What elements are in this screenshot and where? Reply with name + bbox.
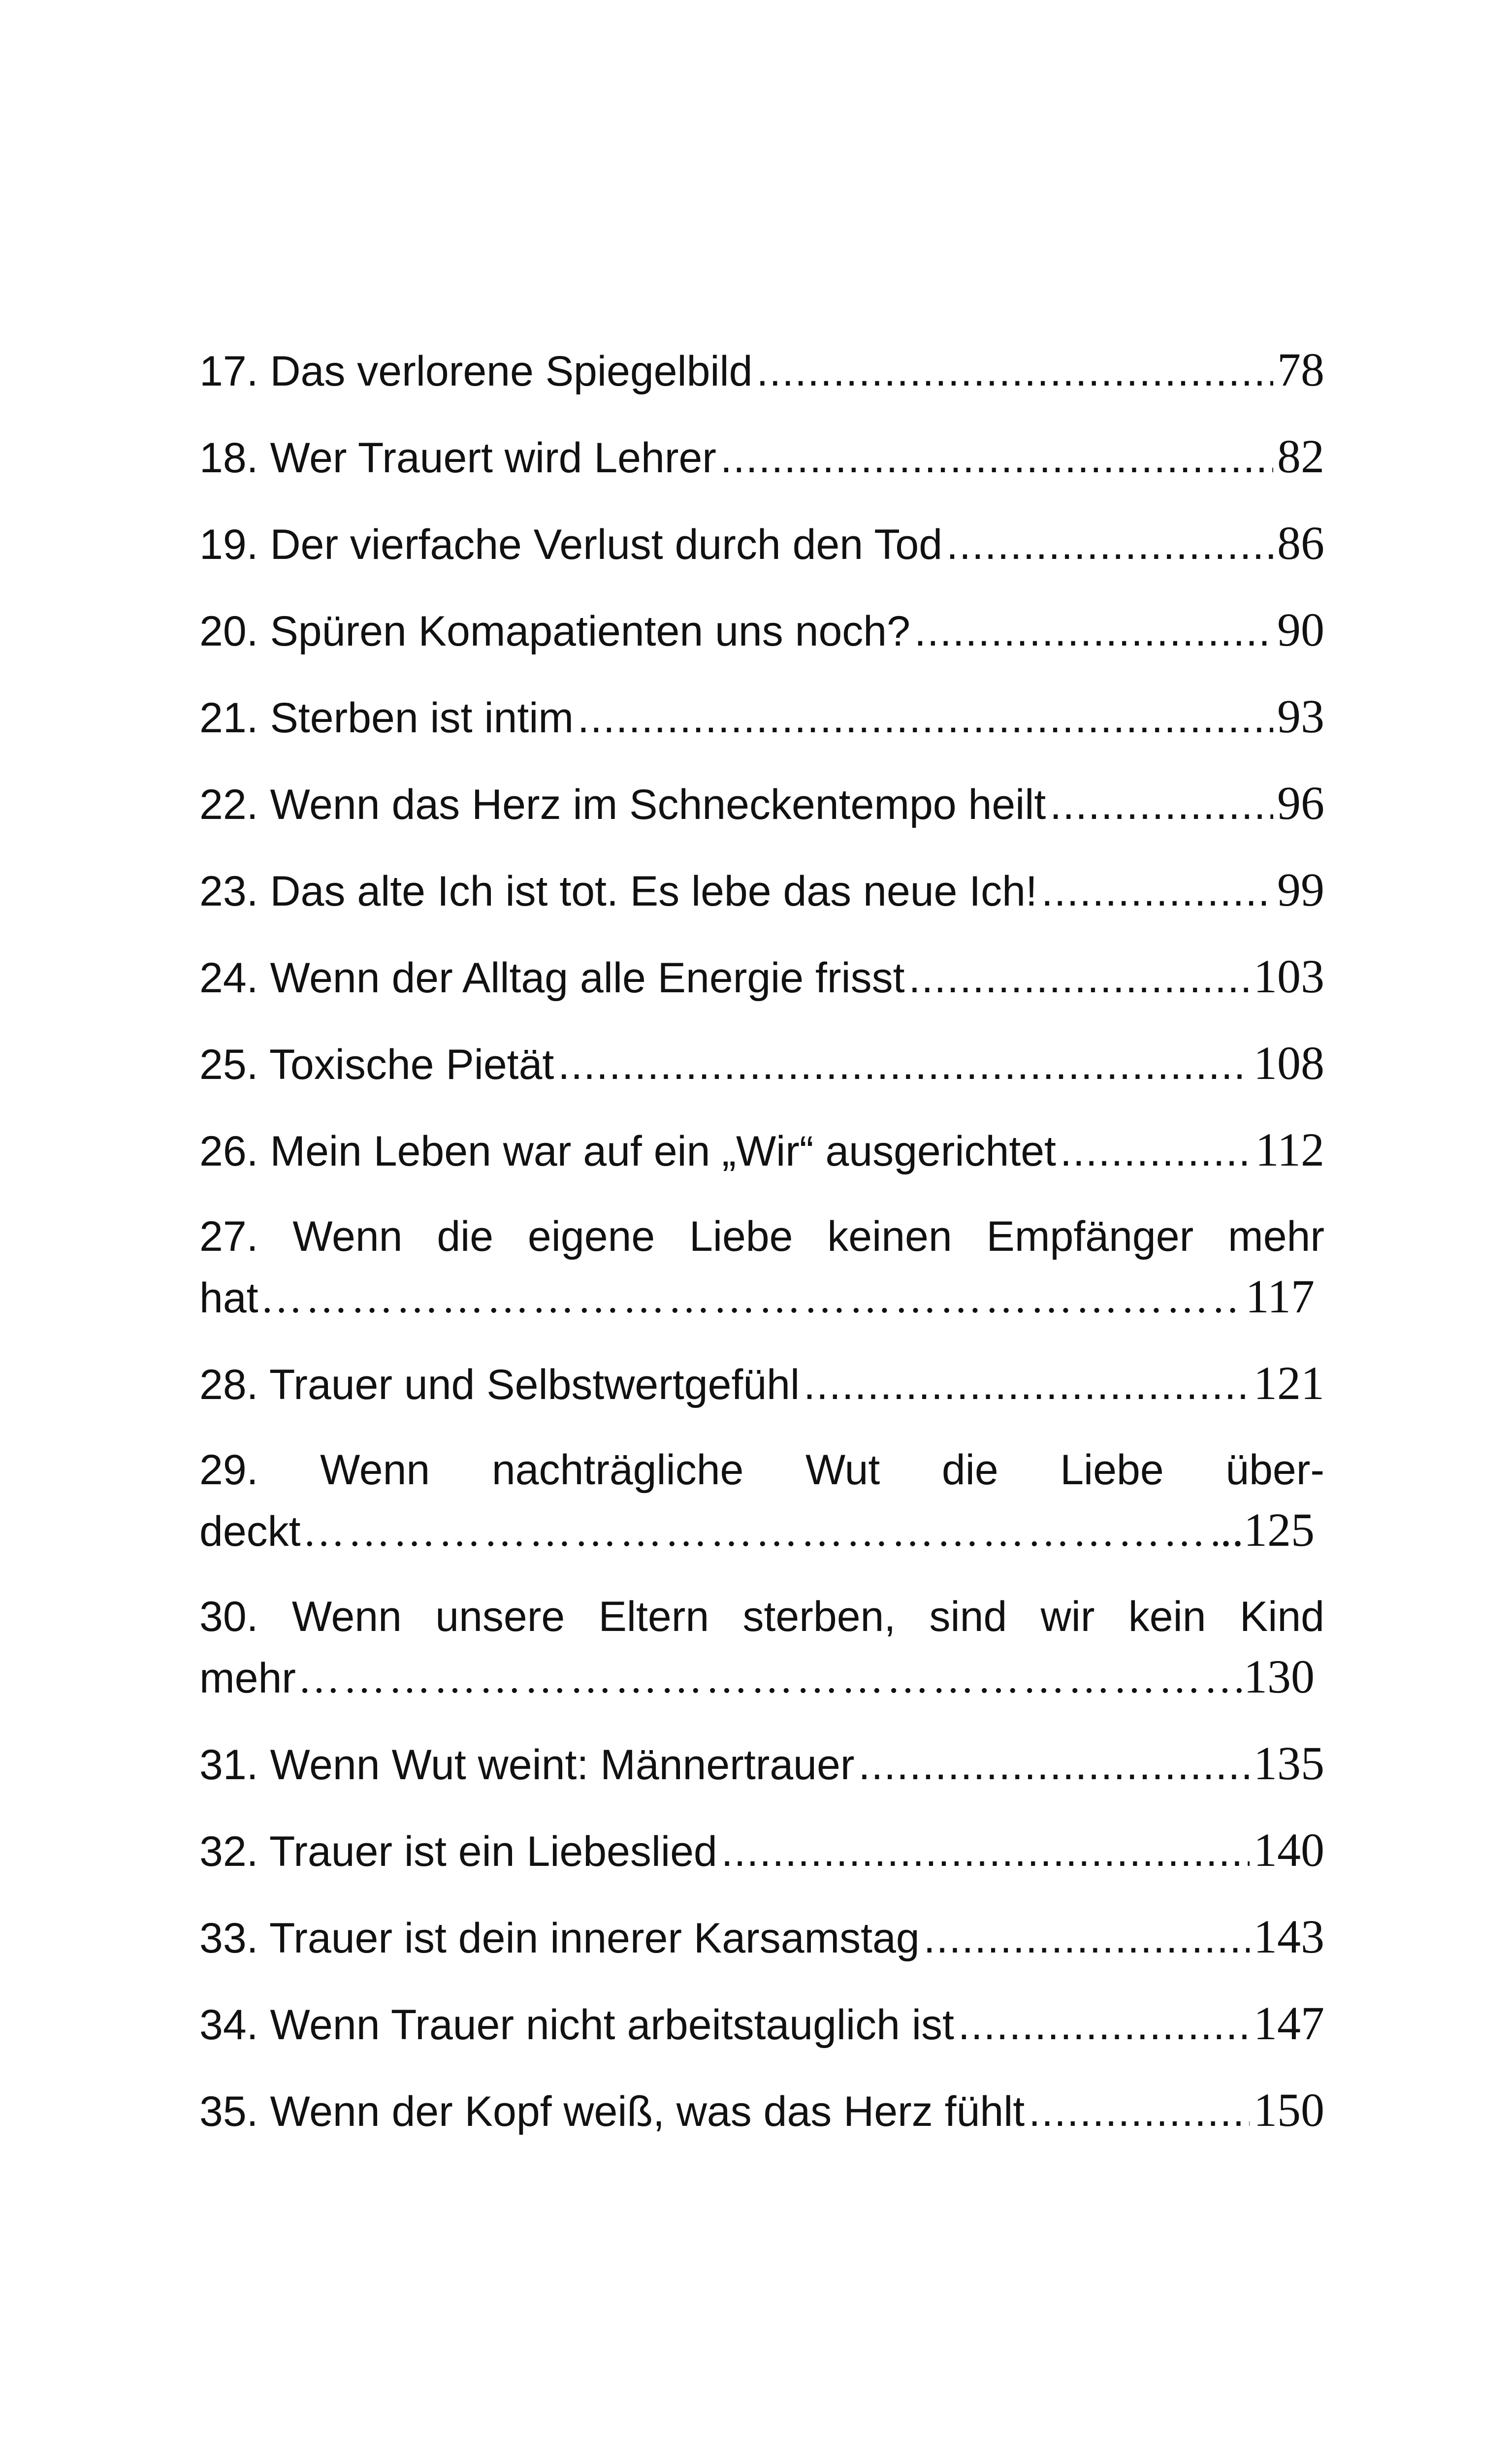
toc-entry-title: 31. Wenn Wut weint: Männertrauer: [199, 1741, 855, 1789]
toc-entry: [199, 860, 1324, 946]
toc-entry-title: 24. Wenn der Alltag alle Energie frisst: [199, 954, 905, 1002]
dot-leader: [756, 341, 1273, 401]
toc-entry-title: 34. Wenn Trauer nicht arbeitstauglich ist: [199, 2001, 954, 2049]
toc-entry-page: 78: [1277, 343, 1324, 396]
toc-entry-title: 19. Der vierfache Verlust durch den Tod: [199, 521, 943, 568]
toc-entry-title: 22. Wenn das Herz im Schneckentempo heilt: [199, 781, 1046, 828]
toc-entry: [199, 1733, 1324, 1820]
dot-leader: [924, 1908, 1250, 1968]
toc-entry-title-line1: 29. Wenn nachträgliche Wut die Liebe über-: [199, 1446, 1324, 1494]
dot-leader: [1029, 2082, 1250, 2142]
toc-entry-page: 117: [1245, 1270, 1315, 1323]
toc-entry-title-line2: hat: [199, 1274, 258, 1322]
toc-entry-title: 25. Toxische Pietät: [199, 1041, 554, 1088]
toc-entry-page: 82: [1277, 430, 1324, 483]
toc-entry-page: 130: [1244, 1650, 1315, 1703]
dot-leader: [914, 601, 1273, 661]
dot-leader: [909, 948, 1250, 1008]
toc-entry: [199, 1993, 1324, 2080]
dot-leader: [946, 515, 1273, 575]
toc-entry-page: 143: [1254, 1910, 1324, 1963]
toc-entry-page: 103: [1254, 950, 1324, 1003]
toc-entry-page: 86: [1277, 517, 1324, 569]
dot-leader: [260, 1268, 1244, 1328]
toc-entry: [199, 1587, 1324, 1707]
toc-entry: [199, 1120, 1324, 1206]
dot-leader: [1041, 861, 1273, 921]
table-of-contents: [199, 340, 1324, 2167]
toc-entry: [199, 773, 1324, 860]
toc-entry-title-line2: deckt: [199, 1508, 301, 1555]
dot-leader: [1060, 1121, 1252, 1181]
dot-leader: [298, 1648, 1242, 1708]
toc-entry-page: 147: [1254, 1997, 1324, 2050]
toc-entry-page: 93: [1277, 690, 1324, 743]
toc-entry-page: 108: [1254, 1037, 1324, 1089]
dot-leader: [1050, 775, 1273, 835]
toc-entry: [199, 1033, 1324, 1120]
dot-leader: [720, 428, 1273, 488]
toc-entry-page: 150: [1254, 2084, 1324, 2136]
toc-entry: [199, 946, 1324, 1033]
dot-leader: [558, 1035, 1250, 1095]
toc-entry: [199, 1353, 1324, 1440]
toc-entry: [199, 426, 1324, 513]
toc-entry: [199, 686, 1324, 773]
dot-leader: [804, 1355, 1250, 1415]
toc-entry-page: 99: [1277, 863, 1324, 916]
dot-leader: [958, 1995, 1250, 2055]
toc-entry-page: 121: [1254, 1357, 1324, 1409]
toc-entry-title: 23. Das alte Ich ist tot. Es lebe das neue Ich!: [199, 868, 1037, 915]
toc-entry-title: 20. Spüren Komapatienten uns noch?: [199, 608, 910, 655]
toc-entry-title-line1: 27. Wenn die eigene Liebe keinen Empfänger mehr: [199, 1213, 1324, 1260]
toc-entry-title: 35. Wenn der Kopf weiß, was das Herz fühlt: [199, 2088, 1025, 2135]
dot-leader: [303, 1501, 1218, 1562]
toc-entry-title: 33. Trauer ist dein innerer Karsamstag: [199, 1915, 920, 1962]
toc-entry: [199, 2080, 1324, 2167]
toc-entry-title: 17. Das verlorene Spiegelbild: [199, 348, 753, 395]
toc-entry-page: 140: [1254, 1824, 1324, 1876]
toc-entry: [199, 1206, 1324, 1327]
toc-entry-page: 90: [1277, 603, 1324, 656]
dot-leader: [578, 688, 1273, 748]
dot-leader: [858, 1735, 1250, 1795]
toc-entry-title: 26. Mein Leben war auf ein „Wir“ ausgerichtet: [199, 1128, 1056, 1175]
toc-entry: [199, 600, 1324, 686]
toc-entry: [199, 1440, 1324, 1560]
toc-entry-page: 135: [1254, 1737, 1324, 1790]
toc-entry-title: 18. Wer Trauert wird Lehrer: [199, 434, 716, 482]
toc-entry: [199, 1907, 1324, 1993]
toc-entry-title-line1: 30. Wenn unsere Eltern sterben, sind wir kein Kind: [199, 1593, 1324, 1640]
dot-leader: [721, 1822, 1250, 1882]
toc-entry: [199, 340, 1324, 426]
toc-entry-title: 32. Trauer ist ein Liebeslied: [199, 1828, 717, 1875]
toc-entry-page: ..125: [1220, 1503, 1315, 1556]
toc-entry: [199, 1820, 1324, 1907]
toc-entry-title: 28. Trauer und Selbstwertgefühl: [199, 1361, 800, 1408]
toc-entry-title-line2: mehr: [199, 1655, 296, 1702]
toc-entry: [199, 513, 1324, 600]
toc-entry-page: 96: [1277, 777, 1324, 829]
toc-entry-page: 112: [1255, 1123, 1324, 1176]
toc-entry-title: 21. Sterben ist intim: [199, 694, 574, 742]
